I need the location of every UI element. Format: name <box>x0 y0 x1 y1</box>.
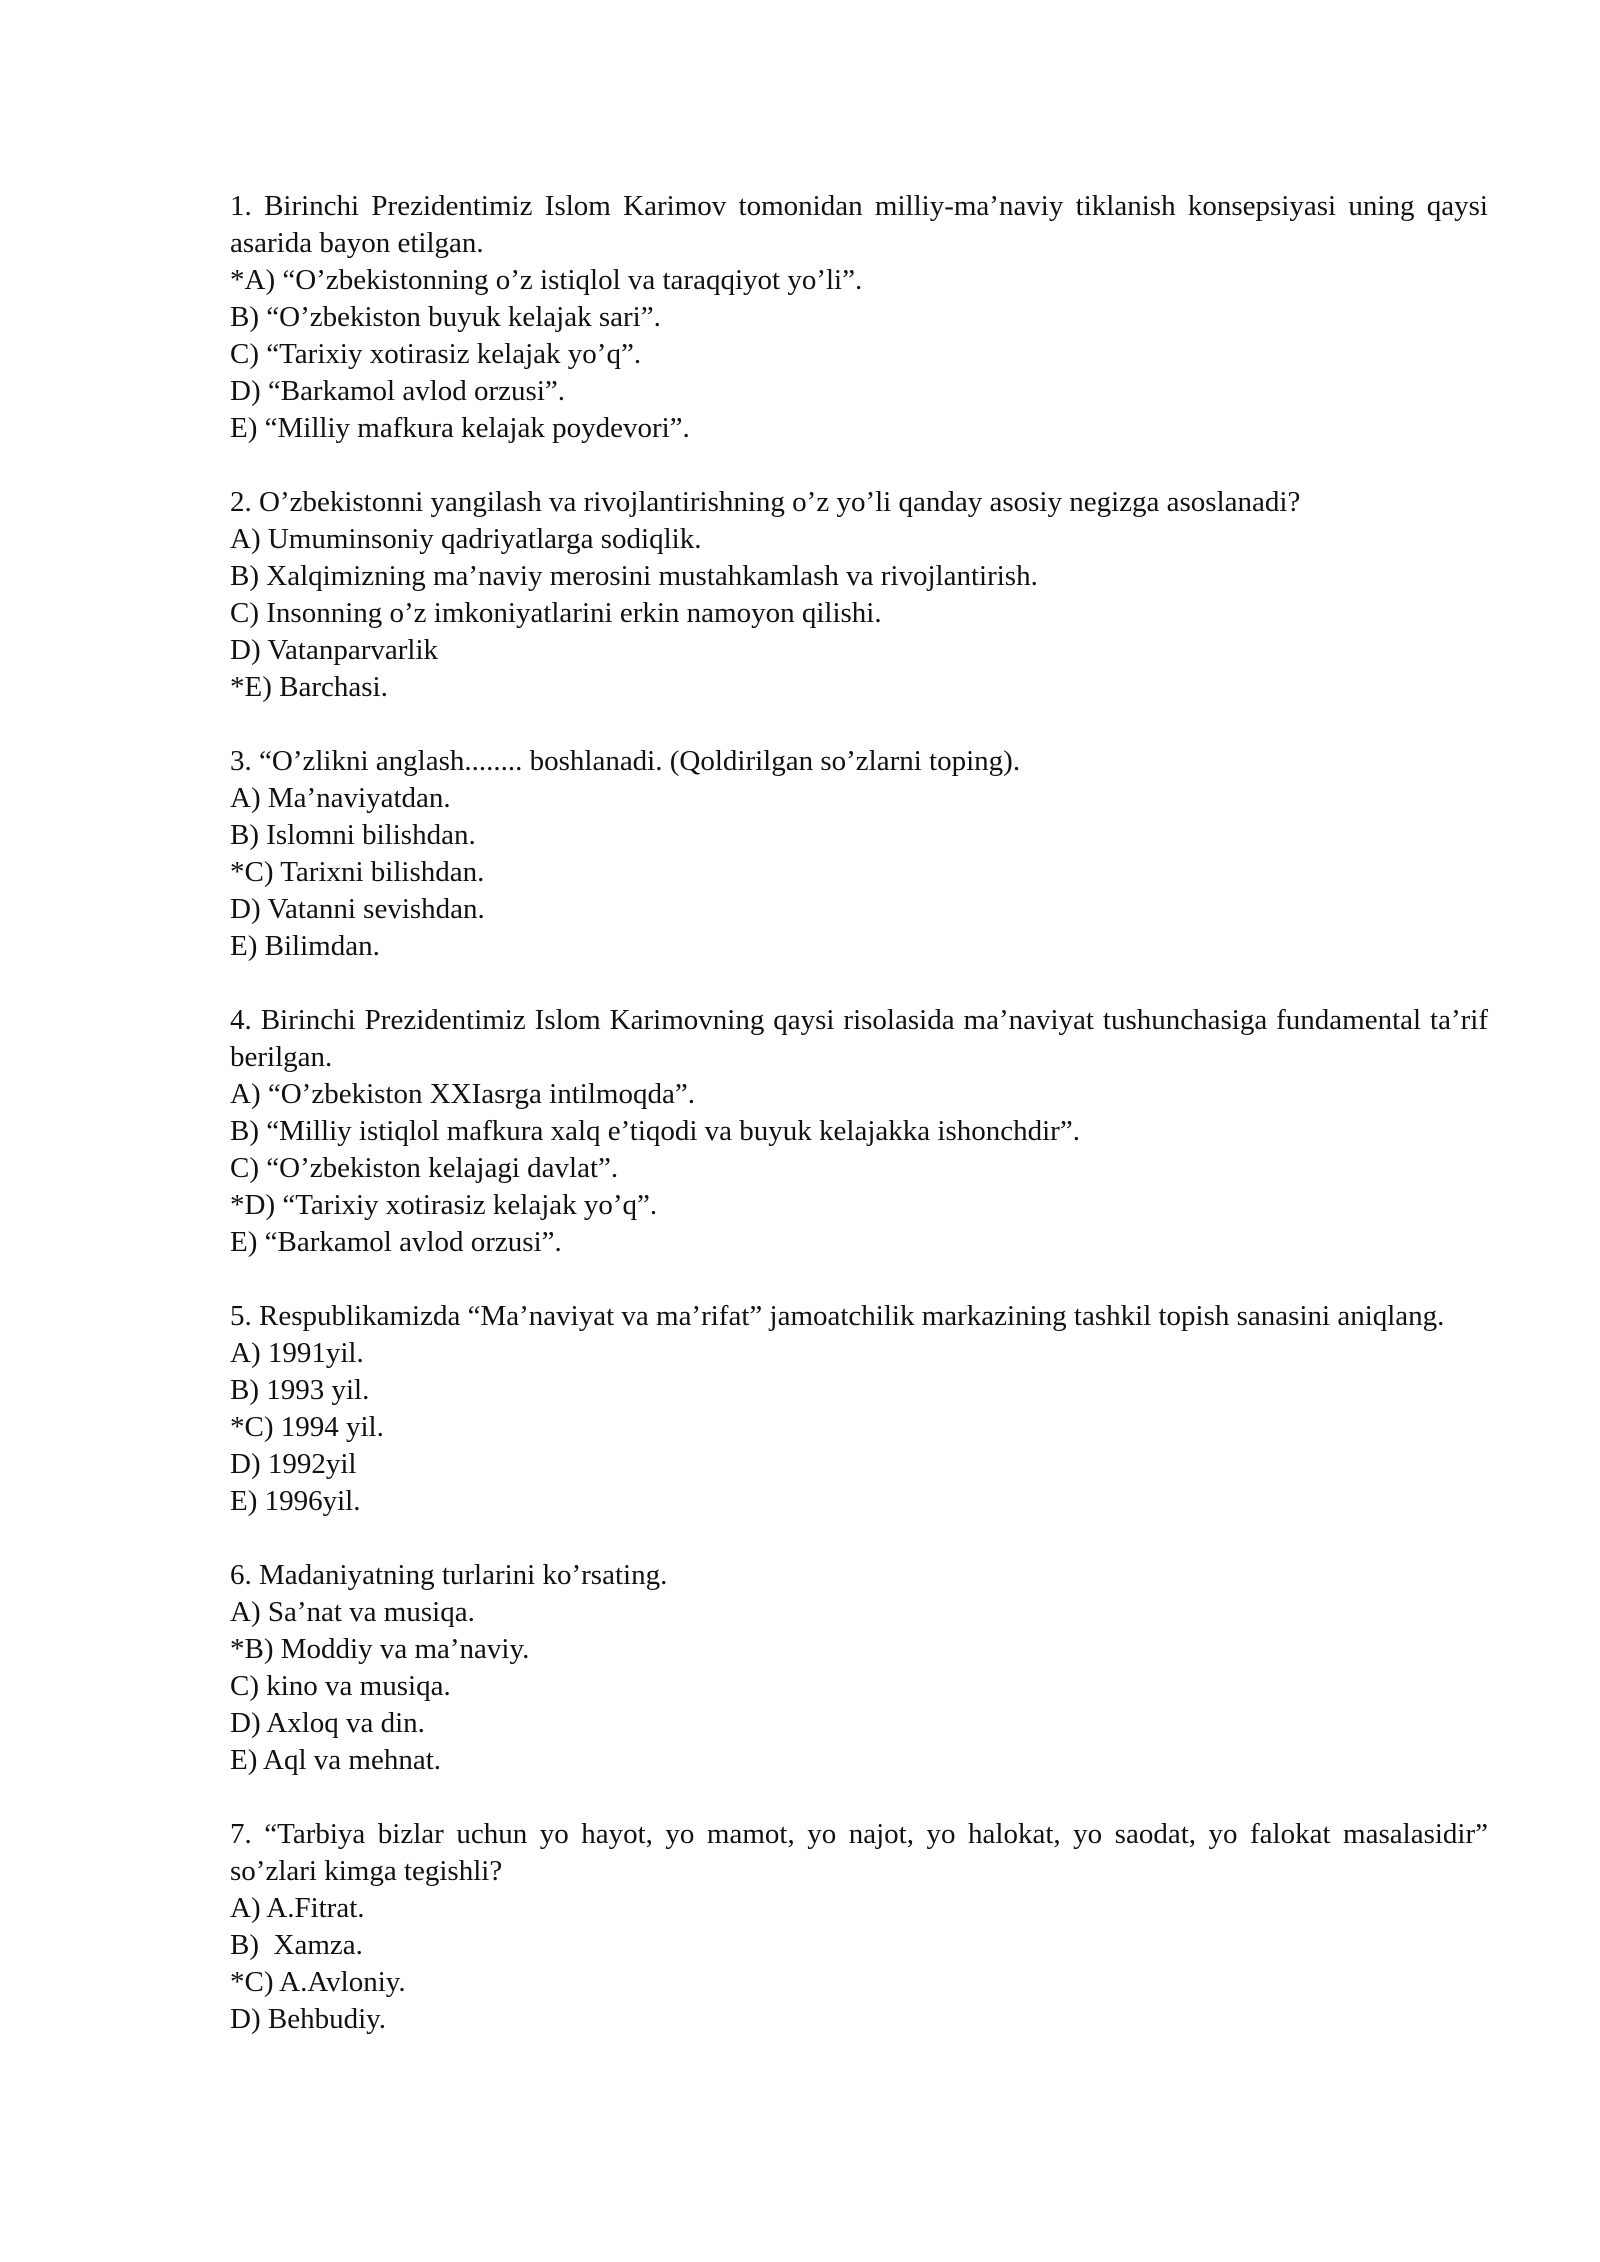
answer-option: B) Xamza. <box>230 1929 363 1961</box>
question-text: 2. O’zbekistonni yangilash va rivojlantirishning o’z yo’li qanday asosiy negizga asoslanadi? <box>230 486 1301 518</box>
answer-option: D) Axloq va din. <box>230 1707 425 1739</box>
question-text: 4. Birinchi Prezidentimiz Islom Karimovning qaysi risolasida ma’naviyat tushunchasiga fundamental ta’rif berilgan. <box>230 1004 1488 1073</box>
answer-option: E) 1996yil. <box>230 1485 361 1517</box>
answer-option: A) Sa’nat va musiqa. <box>230 1596 475 1628</box>
answer-option: *C) 1994 yil. <box>230 1411 384 1443</box>
answer-option: B) 1993 yil. <box>230 1374 370 1406</box>
answer-option: A) “O’zbekiston XXIasrga intilmoqda”. <box>230 1078 695 1110</box>
answer-option: B) Islomni bilishdan. <box>230 819 476 851</box>
answer-option: *C) Tarixni bilishdan. <box>230 856 485 888</box>
answer-option: *B) Moddiy va ma’naviy. <box>230 1633 530 1665</box>
answer-option: C) “O’zbekiston kelajagi davlat”. <box>230 1152 619 1184</box>
answer-option: C) Insonning o’z imkoniyatlarini erkin namoyon qilishi. <box>230 597 882 629</box>
answer-option: *D) “Tarixiy xotirasiz kelajak yo’q”. <box>230 1189 658 1221</box>
question-text: 1. Birinchi Prezidentimiz Islom Karimov tomonidan milliy-ma’naviy tiklanish konsepsiyasi uning qaysi asarida bayon etilgan. <box>230 190 1488 259</box>
answer-option: E) Aql va mehnat. <box>230 1744 442 1776</box>
answer-option: B) “O’zbekiston buyuk kelajak sari”. <box>230 301 661 333</box>
answer-option: D) Vatanni sevishdan. <box>230 893 485 925</box>
answer-option: E) “Barkamol avlod orzusi”. <box>230 1226 562 1258</box>
question-4 <box>230 1002 1488 1261</box>
answer-option: A) Umuminsoniy qadriyatlarga sodiqlik. <box>230 523 702 555</box>
answer-option: *A) “O’zbekistonning o’z istiqlol va taraqqiyot yo’li”. <box>230 264 863 296</box>
answer-option: C) “Tarixiy xotirasiz kelajak yo’q”. <box>230 338 642 370</box>
answer-option: D) “Barkamol avlod orzusi”. <box>230 375 566 407</box>
document-page <box>230 188 1488 2075</box>
answer-option: D) Behbudiy. <box>230 2003 386 2035</box>
answer-option: B) Xalqimizning ma’naviy merosini mustahkamlash va rivojlantirish. <box>230 560 1038 592</box>
answer-option: *E) Barchasi. <box>230 671 388 703</box>
question-text: 7. “Tarbiya bizlar uchun yo hayot, yo mamot, yo najot, yo halokat, yo saodat, yo falokat masalasidir” so’zlari kimga tegishli? <box>230 1818 1488 1887</box>
answer-option: B) “Milliy istiqlol mafkura xalq e’tiqodi va buyuk kelajakka ishonchdir”. <box>230 1115 1080 1147</box>
question-7 <box>230 1816 1488 2038</box>
answer-option: D) 1992yil <box>230 1448 357 1480</box>
question-2 <box>230 484 1488 706</box>
answer-option: C) kino va musiqa. <box>230 1670 451 1702</box>
answer-option: A) A.Fitrat. <box>230 1892 365 1924</box>
answer-option: A) Ma’naviyatdan. <box>230 782 451 814</box>
answer-option: E) Bilimdan. <box>230 930 380 962</box>
answer-option: A) 1991yil. <box>230 1337 364 1369</box>
question-text: 3. “O’zlikni anglash........ boshlanadi. (Qoldirilgan so’zlarni toping). <box>230 745 1021 777</box>
question-1 <box>230 188 1488 447</box>
answer-option: *C) A.Avloniy. <box>230 1966 406 1998</box>
question-5 <box>230 1298 1488 1520</box>
question-text: 5. Respublikamizda “Ma’naviyat va ma’rifat” jamoatchilik markazining tashkil topish sanasini aniqlang. <box>230 1300 1445 1332</box>
answer-option: E) “Milliy mafkura kelajak poydevori”. <box>230 412 690 444</box>
question-3 <box>230 743 1488 965</box>
question-text: 6. Madaniyatning turlarini ko’rsating. <box>230 1559 668 1591</box>
question-6 <box>230 1557 1488 1779</box>
answer-option: D) Vatanparvarlik <box>230 634 439 666</box>
